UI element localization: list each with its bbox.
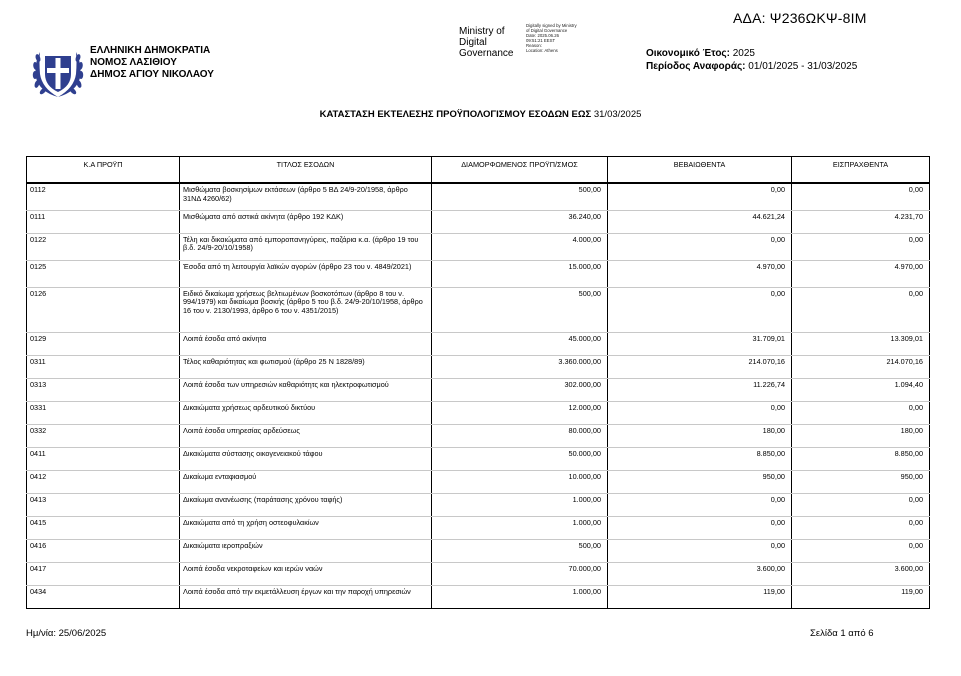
table-row [27,332,930,355]
issuer-line-2: ΝΟΜΟΣ ΛΑΣΙΘΙΟΥ [90,57,177,68]
cell-budget: 45.000,00 [432,332,608,355]
cell-code: 0434 [27,585,180,608]
cell-budget: 15.000,00 [432,260,608,287]
cell-title: Μισθώματα βοσκησίμων εκτάσεων (άρθρο 5 ΒΔ 24/9-20/1958, άρθρο 31ΝΔ 4260/62) [180,183,432,210]
cell-code: 0412 [27,470,180,493]
cell-code: 0129 [27,332,180,355]
ada-number: ΑΔΑ: Ψ236ΩΚΨ-8ΙΜ [733,10,867,26]
signature-line: Digitally signed by Ministry [526,23,577,28]
signature-line: Date: 2025.06.26 [526,32,559,38]
cell-budget: 302.000,00 [432,378,608,401]
cell-budget: 36.240,00 [432,210,608,233]
document-title-date: 31/03/2025 [593,109,642,120]
issuer-line-3: ΔΗΜΟΣ ΑΓΙΟΥ ΝΙΚΟΛΑΟΥ [90,69,214,80]
cell-certified: 44.621,24 [608,210,792,233]
cell-code: 0112 [27,183,180,210]
cell-certified: 8.850,00 [608,447,792,470]
revenue-table [26,156,930,609]
cell-budget: 500,00 [432,183,608,210]
cell-title: Δικαίωμα ανανέωσης (παράτασης χρόνου ταφής) [180,493,432,516]
cell-certified: 214.070,16 [608,355,792,378]
cell-collected: 3.600,00 [792,562,930,585]
ministry-line-3: Governance [459,48,514,59]
cell-title: Λοιπά έσοδα από ακίνητα [180,332,432,355]
cell-code: 0331 [27,401,180,424]
cell-title: Ειδικό δικαίωμα χρήσεως βελτιωμένων βοσκοτόπων (άρθρο 8 του ν. 994/1979) και δικαίωμα βοσκής (άρθρο 5 του β.δ. 24/9-20/10/1958, άρθρο 16 του ν. 2130/1993, άρθρο 6 του ν. 4351/2015) [180,287,432,332]
signature-line: Reason: [526,42,543,48]
cell-code: 0122 [27,233,180,260]
period-label: Περίοδος Αναφοράς: [646,61,746,72]
cell-title: Έσοδα από τη λειτουργία λαϊκών αγορών (άρθρο 23 του ν. 4849/2021) [180,260,432,287]
cell-title: Τέλος καθαριότητας και φωτισμού (άρθρο 25 Ν 1828/89) [180,355,432,378]
cell-collected: 4.970,00 [792,260,930,287]
column-header-title: ΤΙΤΛΟΣ ΕΣΟΔΩΝ [180,157,432,184]
cell-collected: 0,00 [792,233,930,260]
table-header-row [27,157,930,184]
cell-code: 0415 [27,516,180,539]
fiscal-year-value: 2025 [732,48,755,59]
table-row [27,447,930,470]
fiscal-year-label: Οικονομικό Έτος: [646,48,730,59]
cell-code: 0332 [27,424,180,447]
cell-title: Λοιπά έσοδα από την εκμετάλλευση έργων και την παροχή υπηρεσιών [180,585,432,608]
cell-title: Δικαιώματα ιεροπραξιών [180,539,432,562]
cell-certified: 180,00 [608,424,792,447]
cell-code: 0411 [27,447,180,470]
cell-certified: 0,00 [608,183,792,210]
cell-budget: 500,00 [432,287,608,332]
table-row [27,585,930,608]
cell-collected: 180,00 [792,424,930,447]
cell-title: Δικαιώματα χρήσεως αρδευτικού δικτύου [180,401,432,424]
ministry-line-2: Digital [459,37,487,48]
cell-budget: 3.360.000,00 [432,355,608,378]
column-header-certified: ΒΕΒΑΙΩΘΕΝΤΑ [608,157,792,184]
cell-certified: 0,00 [608,401,792,424]
table-row [27,183,930,210]
cell-collected: 214.070,16 [792,355,930,378]
cell-budget: 12.000,00 [432,401,608,424]
table-row [27,378,930,401]
cell-budget: 10.000,00 [432,470,608,493]
table-row [27,260,930,287]
cell-budget: 80.000,00 [432,424,608,447]
column-header-budget: ΔΙΑΜΟΡΦΩΜΕΝΟΣ ΠΡΟΫΠ/ΣΜΟΣ [432,157,608,184]
cell-budget: 1.000,00 [432,585,608,608]
table-row [27,287,930,332]
cell-collected: 0,00 [792,401,930,424]
digital-signature-ministry [459,26,513,59]
issuer-block [90,45,214,81]
cell-budget: 1.000,00 [432,493,608,516]
column-header-code: Κ.Α ΠΡΟΫΠ [27,157,180,184]
period-value: 01/01/2025 - 31/03/2025 [748,61,858,72]
table-row [27,355,930,378]
cell-certified: 3.600,00 [608,562,792,585]
cell-collected: 0,00 [792,516,930,539]
cell-collected: 950,00 [792,470,930,493]
cell-code: 0417 [27,562,180,585]
table-row [27,210,930,233]
cell-collected: 0,00 [792,287,930,332]
cell-collected: 4.231,70 [792,210,930,233]
footer-date: Ημ/νία: 25/06/2025 [26,628,107,639]
cell-budget: 70.000,00 [432,562,608,585]
cell-code: 0111 [27,210,180,233]
table-row [27,470,930,493]
cell-budget: 4.000,00 [432,233,608,260]
signature-line: 09:51:21 EEST [526,37,556,43]
cell-collected: 13.309,01 [792,332,930,355]
cell-code: 0311 [27,355,180,378]
cell-certified: 4.970,00 [608,260,792,287]
cell-budget: 50.000,00 [432,447,608,470]
signature-line: of Digital Governance [526,27,568,33]
cell-certified: 0,00 [608,493,792,516]
cell-collected: 0,00 [792,493,930,516]
cell-collected: 8.850,00 [792,447,930,470]
cell-certified: 0,00 [608,287,792,332]
ministry-line-1: Ministry of [459,26,505,37]
document-title-text: ΚΑΤΑΣΤΑΣΗ ΕΚΤΕΛΕΣΗΣ ΠΡΟΫΠΟΛΟΓΙΣΜΟΥ ΕΣΟΔΩΝ ΕΩΣ [319,109,592,120]
column-header-collected: ΕΙΣΠΡΑΧΘΕΝΤΑ [792,157,930,184]
cell-certified: 0,00 [608,233,792,260]
fiscal-info [646,47,857,73]
table-row [27,401,930,424]
cell-title: Μισθώματα από αστικά ακίνητα (άρθρο 192 ΚΔΚ) [180,210,432,233]
cell-certified: 950,00 [608,470,792,493]
cell-code: 0125 [27,260,180,287]
cell-code: 0413 [27,493,180,516]
table-row [27,493,930,516]
cell-title: Δικαιώματα από τη χρήση οστεοφυλακίων [180,516,432,539]
footer-page-number: Σελίδα 1 από 6 [810,628,874,639]
cell-title: Λοιπά έσοδα των υπηρεσιών καθαριότητς και ηλεκτροφωτισμού [180,378,432,401]
cell-title: Δικαιώματα σύστασης οικογενειακού τάφου [180,447,432,470]
cell-title: Τέλη και δικαιώματα από εμποροπανηγύρεις, παζάρια κ.α. (άρθρο 19 του β.δ. 24/9-20/10/1958) [180,233,432,260]
cell-collected: 0,00 [792,539,930,562]
table-row [27,424,930,447]
cell-title: Λοιπά έσοδα υπηρεσίας αρδεύσεως [180,424,432,447]
cell-collected: 119,00 [792,585,930,608]
cell-certified: 0,00 [608,539,792,562]
cell-collected: 1.094,40 [792,378,930,401]
table-row [27,233,930,260]
cell-budget: 1.000,00 [432,516,608,539]
cell-title: Λοιπά έσοδα νεκροταφείων και ιερών ναών [180,562,432,585]
signature-line: Location: Athens [526,47,558,53]
hellenic-republic-emblem-icon [30,44,86,100]
cell-certified: 119,00 [608,585,792,608]
cell-code: 0126 [27,287,180,332]
cell-title: Δικαίωμα ενταφιασμού [180,470,432,493]
cell-certified: 0,00 [608,516,792,539]
issuer-line-1: ΕΛΛΗΝΙΚΗ ΔΗΜΟΚΡΑΤΙΑ [90,45,211,56]
table-row [27,539,930,562]
cell-code: 0313 [27,378,180,401]
cell-budget: 500,00 [432,539,608,562]
cell-code: 0416 [27,539,180,562]
digital-signature-details [526,24,577,53]
cell-collected: 0,00 [792,183,930,210]
table-row [27,516,930,539]
cell-certified: 11.226,74 [608,378,792,401]
table-row [27,562,930,585]
cell-certified: 31.709,01 [608,332,792,355]
document-title [0,109,961,120]
